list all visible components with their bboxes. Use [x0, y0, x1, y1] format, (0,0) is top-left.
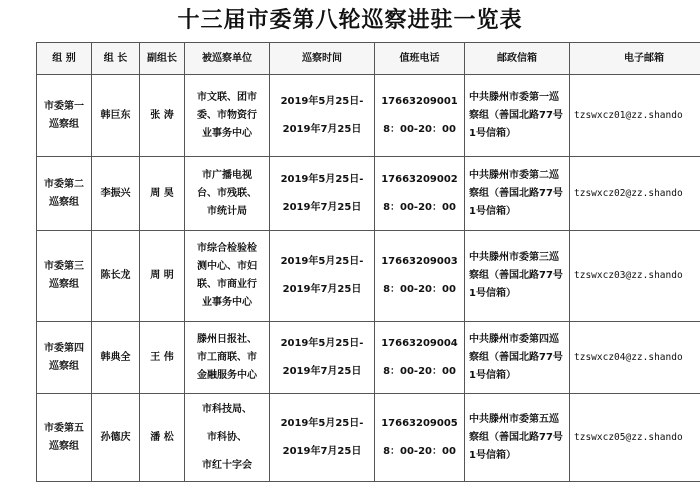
group-cell: [37, 231, 92, 322]
leader-cell: 韩巨东: [92, 75, 140, 157]
page-title: 十三届市委第八轮巡察进驻一览表: [177, 8, 523, 33]
table-row: [37, 394, 700, 482]
mailbox-line: 1号信箱）: [469, 288, 516, 299]
units-line: 业事务中心: [202, 297, 252, 308]
group-cell: [37, 157, 92, 231]
time-end: 2019年7月25日: [282, 284, 362, 295]
mailbox-cell: [465, 157, 570, 231]
time-end: 2019年7月25日: [282, 123, 362, 135]
phone-hours: 8：00-20：00: [383, 445, 456, 457]
email-cell[interactable]: tzswxcz01@zz.shando: [570, 75, 700, 157]
time-end: 2019年7月25日: [282, 201, 362, 213]
header-cell: 组 长: [92, 43, 140, 75]
mailbox-line: 中共滕州市委第三巡: [469, 252, 559, 263]
phone-number: 17663209003: [381, 256, 458, 267]
units-line: 金融服务中心: [197, 369, 257, 381]
deputy-cell: 周 昊: [140, 157, 185, 231]
table-row: [37, 157, 700, 231]
mailbox-line: 中共滕州市委第四巡: [469, 333, 559, 345]
time-start: 2019年5月25日-: [280, 95, 364, 107]
time-cell: [270, 157, 375, 231]
time-end: 2019年7月25日: [282, 445, 362, 457]
mailbox-line: 1号信箱）: [469, 127, 516, 139]
mailbox-line: 中共滕州市委第一巡: [469, 91, 559, 103]
time-start: 2019年5月25日-: [280, 173, 364, 185]
group-line: 巡察组: [49, 279, 79, 290]
units-line: 市科技局、: [202, 403, 252, 415]
group-cell: [37, 322, 92, 394]
units-line: 市工商联、市: [197, 351, 257, 363]
units-line: 市统计局: [207, 205, 247, 217]
header-cell: 被巡察单位: [185, 43, 270, 75]
email-cell[interactable]: tzswxcz02@zz.shando: [570, 157, 700, 231]
header-row: [37, 43, 700, 75]
phone-number: 17663209002: [381, 173, 458, 185]
time-start: 2019年5月25日-: [280, 256, 364, 267]
phone-number: 17663209004: [381, 337, 458, 349]
group-line: 市委第五: [44, 422, 84, 434]
mailbox-cell: [465, 394, 570, 482]
mailbox-line: 察组（善国北路77号: [469, 187, 563, 199]
mailbox-cell: [465, 322, 570, 394]
group-cell: [37, 75, 92, 157]
header-cell: 巡察时间: [270, 43, 375, 75]
deputy-cell: 王 伟: [140, 322, 185, 394]
table-container: [36, 42, 700, 484]
units-line: 市综合检验检: [197, 243, 257, 254]
mailbox-line: 中共滕州市委第二巡: [469, 169, 559, 181]
group-line: 巡察组: [49, 118, 79, 130]
units-line: 业事务中心: [202, 127, 252, 139]
group-line: 市委第一: [44, 100, 84, 112]
header-cell: 副组长: [140, 43, 185, 75]
header-cell: 组 别: [37, 43, 92, 75]
units-line: 滕州日报社、: [197, 333, 257, 345]
phone-hours: 8：00-20：00: [383, 201, 456, 213]
group-line: 市委第三: [44, 261, 84, 272]
units-line: 市广播电视: [202, 169, 252, 181]
mailbox-line: 1号信箱）: [469, 449, 516, 461]
email-cell[interactable]: tzswxcz04@zz.shando: [570, 322, 700, 394]
phone-cell: [375, 322, 465, 394]
deputy-cell: 潘 松: [140, 394, 185, 482]
header-cell: 邮政信箱: [465, 43, 570, 75]
mailbox-line: 中共滕州市委第五巡: [469, 413, 559, 425]
units-line: 联、市商业行: [197, 279, 257, 290]
time-cell: [270, 394, 375, 482]
group-line: 市委第四: [44, 342, 84, 354]
units-line: 市文联、团市: [197, 91, 257, 103]
mailbox-line: 1号信箱）: [469, 369, 516, 381]
time-cell: [270, 231, 375, 322]
email-cell[interactable]: tzswxcz03@zz.shando: [570, 231, 700, 322]
time-cell: [270, 322, 375, 394]
phone-hours: 8：00-20：00: [383, 284, 456, 295]
group-line: 市委第二: [44, 178, 84, 190]
deputy-cell: 周 明: [140, 231, 185, 322]
table-row: [37, 75, 700, 157]
inspection-table: [36, 42, 700, 482]
header-cell: 值班电话: [375, 43, 465, 75]
leader-cell: 孙德庆: [92, 394, 140, 482]
phone-hours: 8：00-20：00: [383, 123, 456, 135]
units-line: 市红十字会: [202, 459, 252, 471]
units-cell: [185, 322, 270, 394]
leader-cell: 李振兴: [92, 157, 140, 231]
table-row: [37, 322, 700, 394]
units-line: 台、市残联、: [197, 187, 257, 199]
email-cell[interactable]: tzswxcz05@zz.shando: [570, 394, 700, 482]
phone-cell: [375, 231, 465, 322]
group-line: 巡察组: [49, 360, 79, 372]
time-cell: [270, 75, 375, 157]
group-line: 巡察组: [49, 196, 79, 208]
mailbox-line: 察组（善国北路77号: [469, 270, 563, 281]
units-line: 委、市物资行: [197, 109, 257, 121]
table-row: [37, 231, 700, 322]
units-cell: [185, 75, 270, 157]
mailbox-line: 察组（善国北路77号: [469, 431, 563, 443]
phone-number: 17663209005: [381, 417, 458, 429]
units-cell: [185, 394, 270, 482]
time-start: 2019年5月25日-: [280, 337, 364, 349]
mailbox-line: 1号信箱）: [469, 205, 516, 217]
phone-number: 17663209001: [381, 95, 458, 107]
mailbox-cell: [465, 75, 570, 157]
mailbox-line: 察组（善国北路77号: [469, 109, 563, 121]
time-start: 2019年5月25日-: [280, 417, 364, 429]
deputy-cell: 张 涛: [140, 75, 185, 157]
phone-hours: 8：00-20：00: [383, 365, 456, 377]
leader-cell: 陈长龙: [92, 231, 140, 322]
time-end: 2019年7月25日: [282, 365, 362, 377]
mailbox-line: 察组（善国北路77号: [469, 351, 563, 363]
group-line: 巡察组: [49, 440, 79, 452]
phone-cell: [375, 394, 465, 482]
phone-cell: [375, 75, 465, 157]
header-cell: 电子邮箱: [570, 43, 700, 75]
units-line: 测中心、市妇: [197, 261, 257, 272]
units-cell: [185, 157, 270, 231]
units-line: 市科协、: [207, 431, 247, 443]
mailbox-cell: [465, 231, 570, 322]
leader-cell: 韩典全: [92, 322, 140, 394]
units-cell: [185, 231, 270, 322]
phone-cell: [375, 157, 465, 231]
group-cell: [37, 394, 92, 482]
